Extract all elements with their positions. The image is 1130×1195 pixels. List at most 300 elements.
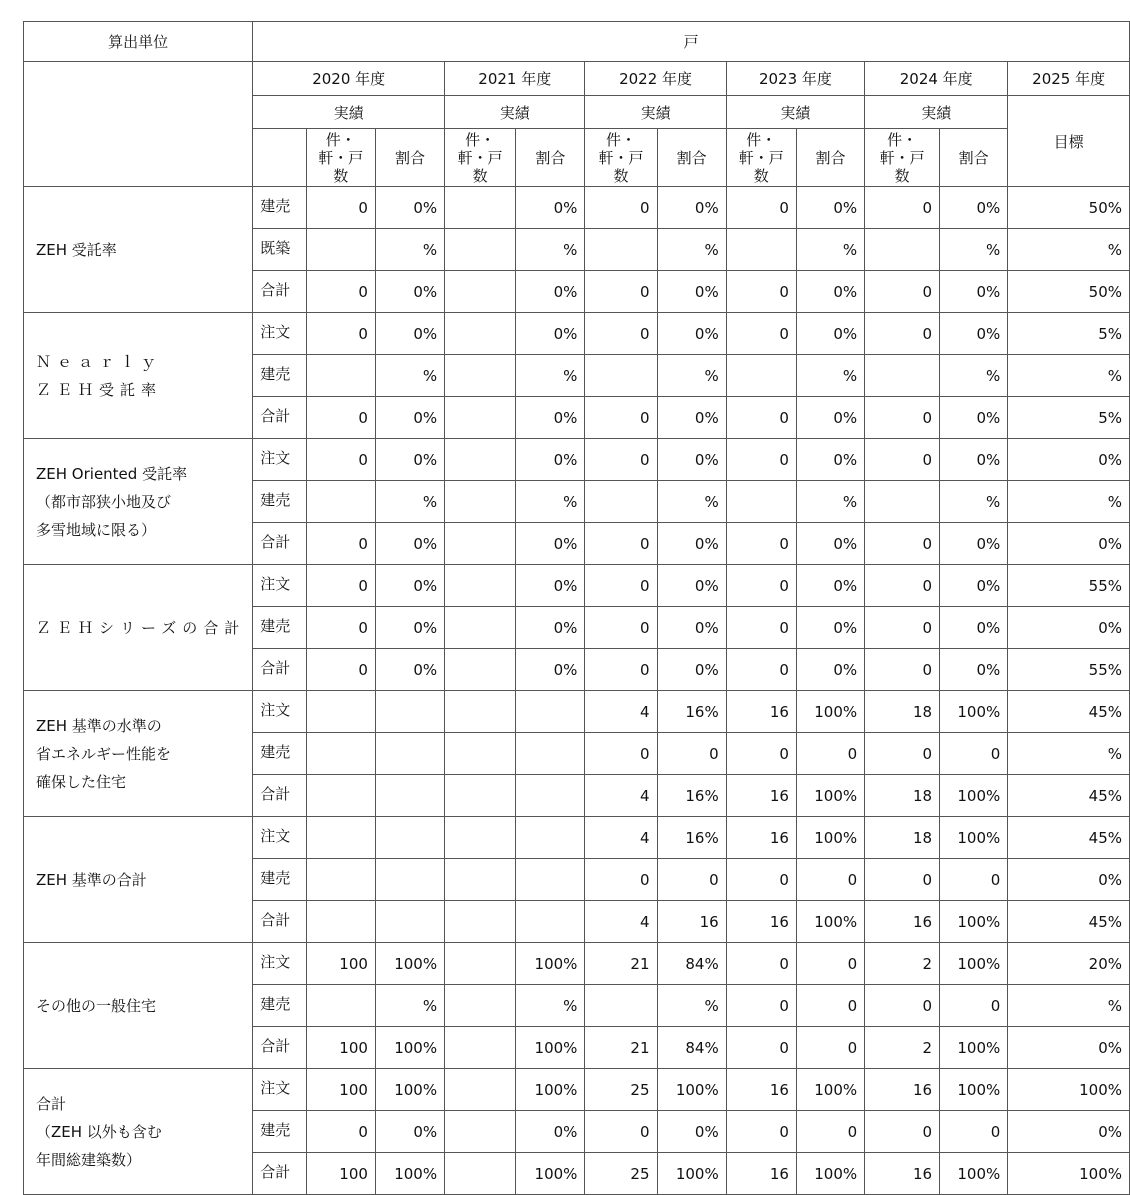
count-cell: 0 <box>306 1111 375 1153</box>
count-cell: 0 <box>306 397 375 439</box>
row-type-label: 合計 <box>253 1153 306 1195</box>
row-type-label: 既築 <box>253 229 306 271</box>
count-cell <box>445 817 516 859</box>
count-cell: 0 <box>865 397 940 439</box>
category-label-line: （都市部狭小地及び <box>36 492 172 511</box>
target-cell: 100% <box>1008 1069 1130 1111</box>
category-label-line: 省エネルギー性能を <box>36 744 172 763</box>
count-cell: 0 <box>865 859 940 901</box>
ratio-cell: 0 <box>940 859 1008 901</box>
ratio-cell: 16 <box>657 901 726 943</box>
ratio-cell: 100% <box>375 1069 444 1111</box>
count-cell: 2 <box>865 943 940 985</box>
ratio-cell: 0% <box>796 607 864 649</box>
ratio-cell: % <box>796 481 864 523</box>
target-cell: % <box>1008 985 1130 1027</box>
count-cell <box>726 481 796 523</box>
ratio-cell: 0% <box>516 565 585 607</box>
count-cell: 0 <box>306 607 375 649</box>
count-cell: 0 <box>865 1111 940 1153</box>
ratio-cell: 0% <box>375 565 444 607</box>
count-cell: 100 <box>306 1153 375 1195</box>
count-cell <box>306 985 375 1027</box>
ratio-cell: 0 <box>940 733 1008 775</box>
ratio-header-2021: 割合 <box>516 129 585 187</box>
count-cell <box>445 691 516 733</box>
count-cell: 0 <box>865 313 940 355</box>
target-header-2025: 目標 <box>1008 96 1130 187</box>
count-cell: 16 <box>865 1153 940 1195</box>
count-cell: 16 <box>726 901 796 943</box>
count-cell: 100 <box>306 1069 375 1111</box>
target-cell: 0% <box>1008 607 1130 649</box>
row-type-label: 合計 <box>253 1027 306 1069</box>
ratio-cell: 0% <box>796 313 864 355</box>
count-cell: 16 <box>726 1069 796 1111</box>
count-cell: 0 <box>585 565 657 607</box>
count-cell <box>585 229 657 271</box>
ratio-cell: 100% <box>375 1153 444 1195</box>
count-cell <box>865 229 940 271</box>
ratio-cell: % <box>940 355 1008 397</box>
row-type-label: 合計 <box>253 649 306 691</box>
ratio-cell: 0% <box>796 187 864 229</box>
ratio-cell: % <box>375 985 444 1027</box>
ratio-cell: 84% <box>657 943 726 985</box>
count-cell <box>445 523 516 565</box>
category-label-line: （ZEH 以外も含む <box>36 1122 162 1141</box>
count-cell: 2 <box>865 1027 940 1069</box>
ratio-header-2020: 割合 <box>375 129 444 187</box>
target-cell: 5% <box>1008 397 1130 439</box>
year-header-2022: 2022 年度 <box>585 62 726 96</box>
ratio-cell: 100% <box>375 1027 444 1069</box>
row-type-label: 注文 <box>253 943 306 985</box>
table-row <box>24 187 1130 229</box>
target-cell: 0% <box>1008 439 1130 481</box>
ratio-cell: 0% <box>940 439 1008 481</box>
count-cell: 18 <box>865 775 940 817</box>
count-cell: 25 <box>585 1153 657 1195</box>
ratio-cell <box>516 691 585 733</box>
count-cell <box>306 355 375 397</box>
ratio-cell: 100% <box>516 1069 585 1111</box>
ratio-cell: % <box>657 985 726 1027</box>
target-cell: 45% <box>1008 817 1130 859</box>
ratio-cell: 0% <box>657 649 726 691</box>
count-cell: 16 <box>865 901 940 943</box>
category-label-zeh-series-total <box>24 565 253 691</box>
category-label-line: 年間総建築数） <box>36 1150 142 1169</box>
count-cell: 0 <box>585 523 657 565</box>
table-row <box>24 565 1130 607</box>
category-label-nearly-zeh-rate <box>24 313 253 439</box>
count-cell: 0 <box>726 649 796 691</box>
year-header-2020: 2020 年度 <box>253 62 445 96</box>
count-header-2021: 件・軒・戸数 <box>445 129 516 187</box>
row-type-label: 注文 <box>253 1069 306 1111</box>
year-header-2021: 2021 年度 <box>445 62 585 96</box>
count-cell: 18 <box>865 691 940 733</box>
ratio-cell: 0% <box>796 523 864 565</box>
ratio-cell: 0 <box>796 733 864 775</box>
count-cell: 0 <box>726 523 796 565</box>
ratio-cell: % <box>516 229 585 271</box>
ratio-cell: 0% <box>375 649 444 691</box>
row-type-label: 注文 <box>253 817 306 859</box>
count-cell: 0 <box>726 397 796 439</box>
ratio-cell: 0 <box>657 859 726 901</box>
target-cell: 5% <box>1008 313 1130 355</box>
ratio-cell <box>375 901 444 943</box>
count-cell: 0 <box>726 271 796 313</box>
count-cell <box>306 229 375 271</box>
count-cell <box>445 229 516 271</box>
ratio-cell: % <box>940 481 1008 523</box>
row-type-label: 合計 <box>253 523 306 565</box>
count-cell <box>445 481 516 523</box>
ratio-cell: 100% <box>375 943 444 985</box>
count-cell <box>585 481 657 523</box>
target-cell: 20% <box>1008 943 1130 985</box>
ratio-cell: 0% <box>940 649 1008 691</box>
count-cell: 0 <box>726 607 796 649</box>
ratio-cell: 0% <box>516 187 585 229</box>
ratio-cell: 0% <box>516 271 585 313</box>
actual-header-2021: 実績 <box>445 96 585 129</box>
count-cell: 0 <box>865 565 940 607</box>
ratio-cell: % <box>375 229 444 271</box>
ratio-cell: 0% <box>657 565 726 607</box>
ratio-cell: 0% <box>516 607 585 649</box>
row-type-label: 合計 <box>253 901 306 943</box>
row-type-label: 建売 <box>253 355 306 397</box>
count-cell: 25 <box>585 1069 657 1111</box>
category-label-line: ZEH 基準の合計 <box>36 870 147 889</box>
table-row <box>24 1069 1130 1111</box>
ratio-cell: 0% <box>375 439 444 481</box>
category-label-line: ＺＥＨシリーズの合計 <box>36 618 246 637</box>
count-cell: 0 <box>306 649 375 691</box>
count-cell <box>445 313 516 355</box>
ratio-cell: 100% <box>940 1027 1008 1069</box>
ratio-cell: 100% <box>940 1069 1008 1111</box>
ratio-cell: % <box>375 355 444 397</box>
count-cell: 0 <box>306 313 375 355</box>
category-label-line: ZEH Oriented 受託率 <box>36 464 188 483</box>
count-cell: 0 <box>585 733 657 775</box>
empty-corner-cell <box>24 62 253 187</box>
ratio-cell: 0% <box>657 313 726 355</box>
ratio-header-2024: 割合 <box>940 129 1008 187</box>
ratio-cell: 0% <box>940 565 1008 607</box>
count-cell <box>445 1111 516 1153</box>
target-cell: 0% <box>1008 1111 1130 1153</box>
count-cell <box>585 985 657 1027</box>
ratio-cell: 0% <box>940 397 1008 439</box>
ratio-cell: 0% <box>375 187 444 229</box>
category-label-zeh-standard-housing <box>24 691 253 817</box>
count-cell: 0 <box>306 523 375 565</box>
ratio-cell: 100% <box>940 817 1008 859</box>
ratio-cell <box>375 691 444 733</box>
count-cell <box>445 859 516 901</box>
ratio-cell: 100% <box>940 1153 1008 1195</box>
count-cell: 0 <box>585 397 657 439</box>
ratio-cell: 0% <box>940 313 1008 355</box>
count-cell: 0 <box>585 649 657 691</box>
ratio-cell: % <box>516 355 585 397</box>
ratio-cell: % <box>796 355 864 397</box>
actual-header-2024: 実績 <box>865 96 1008 129</box>
count-cell <box>306 901 375 943</box>
ratio-cell: 0% <box>657 397 726 439</box>
ratio-header-2023: 割合 <box>796 129 864 187</box>
count-cell: 0 <box>726 313 796 355</box>
ratio-cell: 100% <box>940 943 1008 985</box>
ratio-cell: 0% <box>940 271 1008 313</box>
target-cell: % <box>1008 229 1130 271</box>
ratio-cell: 0% <box>796 649 864 691</box>
ratio-cell: % <box>940 229 1008 271</box>
count-cell: 0 <box>726 439 796 481</box>
ratio-cell: 0% <box>516 649 585 691</box>
row-type-label: 合計 <box>253 775 306 817</box>
zeh-performance-sheet <box>23 21 1130 1195</box>
category-label-line: ZEH 基準の水準の <box>36 716 162 735</box>
ratio-cell: 0% <box>940 523 1008 565</box>
ratio-cell: 84% <box>657 1027 726 1069</box>
target-cell: 45% <box>1008 901 1130 943</box>
ratio-cell: 100% <box>796 775 864 817</box>
category-label-zeh-standard-total <box>24 817 253 943</box>
count-cell: 0 <box>726 733 796 775</box>
ratio-cell <box>516 817 585 859</box>
count-cell: 0 <box>306 271 375 313</box>
ratio-cell: % <box>516 985 585 1027</box>
target-cell: 0% <box>1008 1027 1130 1069</box>
count-cell <box>306 775 375 817</box>
count-cell <box>445 607 516 649</box>
ratio-cell <box>516 859 585 901</box>
category-label-line: 確保した住宅 <box>36 772 127 791</box>
count-cell: 0 <box>726 943 796 985</box>
ratio-cell: 0% <box>940 187 1008 229</box>
ratio-cell: 0% <box>657 523 726 565</box>
ratio-cell <box>375 733 444 775</box>
table-row <box>24 691 1130 733</box>
ratio-cell: 0% <box>657 1111 726 1153</box>
count-cell: 0 <box>865 523 940 565</box>
count-cell: 16 <box>726 775 796 817</box>
count-cell: 0 <box>726 859 796 901</box>
count-cell <box>306 691 375 733</box>
ratio-cell <box>516 901 585 943</box>
ratio-cell: 100% <box>940 691 1008 733</box>
target-cell: 45% <box>1008 775 1130 817</box>
count-header-2023: 件・軒・戸数 <box>726 129 796 187</box>
count-cell: 21 <box>585 1027 657 1069</box>
count-cell: 0 <box>585 439 657 481</box>
ratio-cell: 0 <box>796 859 864 901</box>
count-header-2022: 件・軒・戸数 <box>585 129 657 187</box>
count-cell <box>445 901 516 943</box>
ratio-cell <box>375 817 444 859</box>
ratio-cell: 0% <box>516 313 585 355</box>
count-cell: 0 <box>865 649 940 691</box>
count-cell: 16 <box>726 817 796 859</box>
ratio-cell: 0% <box>375 607 444 649</box>
category-label-grand-total <box>24 1069 253 1195</box>
count-cell <box>726 229 796 271</box>
count-cell: 21 <box>585 943 657 985</box>
ratio-cell: 100% <box>516 1153 585 1195</box>
category-label-line: 合計 <box>36 1094 67 1113</box>
count-cell: 16 <box>865 1069 940 1111</box>
count-cell: 0 <box>585 1111 657 1153</box>
ratio-cell: 100% <box>516 943 585 985</box>
ratio-cell: 16% <box>657 775 726 817</box>
ratio-cell: 100% <box>657 1153 726 1195</box>
ratio-cell: 100% <box>796 817 864 859</box>
count-cell: 0 <box>726 985 796 1027</box>
ratio-cell: 0% <box>375 1111 444 1153</box>
count-cell: 4 <box>585 817 657 859</box>
year-header-2023: 2023 年度 <box>726 62 864 96</box>
ratio-cell: 100% <box>516 1027 585 1069</box>
count-cell: 0 <box>585 271 657 313</box>
table-body <box>24 22 1130 1195</box>
target-cell: 45% <box>1008 691 1130 733</box>
count-cell: 0 <box>865 439 940 481</box>
count-cell: 0 <box>306 565 375 607</box>
ratio-cell: 0% <box>796 271 864 313</box>
count-cell: 0 <box>726 187 796 229</box>
ratio-cell <box>375 775 444 817</box>
table-row <box>24 439 1130 481</box>
unit-value: 戸 <box>253 22 1130 62</box>
count-cell: 0 <box>726 1027 796 1069</box>
ratio-cell: 0 <box>940 985 1008 1027</box>
count-cell: 0 <box>585 859 657 901</box>
ratio-cell: 0% <box>375 271 444 313</box>
ratio-header-2022: 割合 <box>657 129 726 187</box>
ratio-cell: 0% <box>375 313 444 355</box>
ratio-cell: 100% <box>940 901 1008 943</box>
ratio-cell: 16% <box>657 691 726 733</box>
ratio-cell: 16% <box>657 817 726 859</box>
count-cell <box>445 565 516 607</box>
count-cell <box>445 187 516 229</box>
category-label-line: Ｎｅａｒｌｙ <box>36 352 163 371</box>
ratio-cell <box>516 733 585 775</box>
ratio-cell: 0% <box>375 397 444 439</box>
count-cell <box>445 943 516 985</box>
ratio-cell: 100% <box>796 691 864 733</box>
ratio-cell: 100% <box>796 901 864 943</box>
ratio-cell: 0% <box>516 439 585 481</box>
count-cell <box>445 733 516 775</box>
year-header-2024: 2024 年度 <box>865 62 1008 96</box>
target-cell: % <box>1008 733 1130 775</box>
ratio-cell: 0 <box>940 1111 1008 1153</box>
row-type-label: 注文 <box>253 691 306 733</box>
count-cell <box>726 355 796 397</box>
count-cell: 16 <box>726 691 796 733</box>
target-cell: 55% <box>1008 649 1130 691</box>
ratio-cell: 0% <box>516 397 585 439</box>
count-cell <box>445 397 516 439</box>
table-row <box>24 313 1130 355</box>
count-cell <box>306 733 375 775</box>
category-label-zeh-rate <box>24 187 253 313</box>
row-type-label: 建売 <box>253 1111 306 1153</box>
count-cell: 0 <box>585 187 657 229</box>
count-cell: 0 <box>865 985 940 1027</box>
ratio-cell: 0% <box>796 397 864 439</box>
category-label-line: ＺＥＨ受託率 <box>36 380 163 399</box>
ratio-cell: 0% <box>657 607 726 649</box>
count-cell <box>306 817 375 859</box>
row-type-label: 注文 <box>253 565 306 607</box>
ratio-cell: 0% <box>796 439 864 481</box>
row-type-label: 建売 <box>253 733 306 775</box>
target-cell: 0% <box>1008 859 1130 901</box>
table-row <box>24 817 1130 859</box>
ratio-cell: 0% <box>940 607 1008 649</box>
count-cell: 0 <box>306 187 375 229</box>
category-label-line: その他の一般住宅 <box>36 996 157 1015</box>
row-type-label: 注文 <box>253 439 306 481</box>
target-cell: 50% <box>1008 187 1130 229</box>
ratio-cell <box>375 859 444 901</box>
ratio-cell: % <box>516 481 585 523</box>
target-cell: 0% <box>1008 523 1130 565</box>
ratio-cell: 0 <box>796 985 864 1027</box>
category-label-line: 多雪地域に限る） <box>36 520 157 539</box>
category-label-other-general-housing <box>24 943 253 1069</box>
count-cell: 0 <box>585 607 657 649</box>
ratio-cell: % <box>375 481 444 523</box>
ratio-cell: 100% <box>940 775 1008 817</box>
count-header-2024: 件・軒・戸数 <box>865 129 940 187</box>
ratio-cell: 0% <box>516 1111 585 1153</box>
row-type-label: 建売 <box>253 187 306 229</box>
count-cell <box>445 1069 516 1111</box>
count-cell <box>445 1027 516 1069</box>
empty-type-header <box>253 129 306 187</box>
count-cell: 0 <box>726 565 796 607</box>
ratio-cell: 100% <box>796 1153 864 1195</box>
category-label-line: ZEH 受託率 <box>36 240 117 259</box>
count-cell: 4 <box>585 691 657 733</box>
count-cell: 0 <box>865 607 940 649</box>
actual-header-2023: 実績 <box>726 96 864 129</box>
ratio-cell: % <box>657 229 726 271</box>
count-cell <box>306 859 375 901</box>
ratio-cell: 0 <box>796 1111 864 1153</box>
count-cell <box>865 355 940 397</box>
ratio-cell: 0% <box>657 187 726 229</box>
table-row <box>24 943 1130 985</box>
count-cell <box>865 481 940 523</box>
ratio-cell: 0% <box>796 565 864 607</box>
actual-header-2022: 実績 <box>585 96 726 129</box>
count-cell: 4 <box>585 901 657 943</box>
ratio-cell: 0% <box>657 271 726 313</box>
count-cell: 16 <box>726 1153 796 1195</box>
target-cell: 100% <box>1008 1153 1130 1195</box>
